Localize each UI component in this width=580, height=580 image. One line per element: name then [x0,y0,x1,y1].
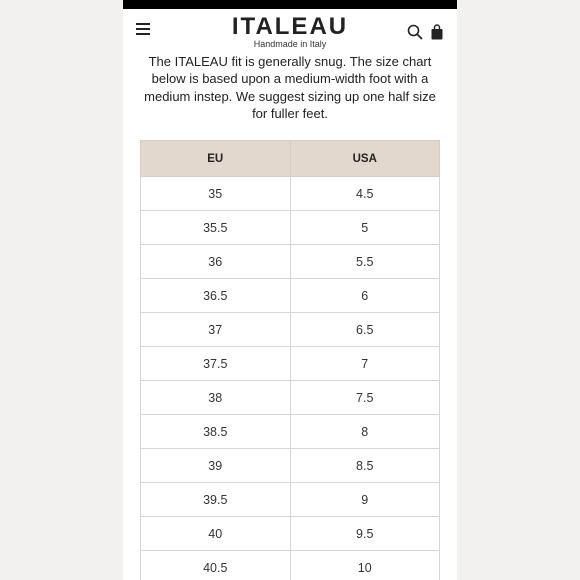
table-row [141,211,440,245]
table-row [141,483,440,517]
brand-name: ITALEAU [231,13,349,40]
eu-size-cell: 40.5 [141,551,291,580]
usa-size-cell: 5.5 [290,245,440,279]
eu-size-cell: 35 [141,177,291,211]
usa-size-cell: 7 [290,347,440,381]
size-chart-table [140,140,440,580]
eu-size-cell: 39 [141,449,291,483]
usa-size-cell: 8.5 [290,449,440,483]
table-row [141,313,440,347]
usa-size-cell: 8 [290,415,440,449]
usa-size-cell: 4.5 [290,177,440,211]
status-bar [123,0,457,9]
brand-tagline: Handmade in Italy [253,39,327,49]
phone-screen [123,0,457,580]
eu-size-cell: 35.5 [141,211,291,245]
usa-size-cell: 6 [290,279,440,313]
table-header-row [141,141,440,177]
table-row [141,381,440,415]
eu-size-cell: 37.5 [141,347,291,381]
usa-size-cell: 7.5 [290,381,440,415]
eu-size-cell: 38.5 [141,415,291,449]
table-row [141,517,440,551]
table-row [141,245,440,279]
usa-size-cell: 9.5 [290,517,440,551]
usa-size-cell: 6.5 [290,313,440,347]
table-row [141,449,440,483]
table-row [141,551,440,580]
eu-size-cell: 37 [141,313,291,347]
column-header-usa: USA [290,141,440,177]
table-row [141,177,440,211]
eu-size-cell: 40 [141,517,291,551]
site-header [123,9,457,55]
table-row [141,279,440,313]
search-icon[interactable] [407,24,423,40]
size-guide-intro: The ITALEAU fit is generally snug. The size chart below is based upon a medium-width foot with a medium instep. We suggest sizing up one half size for fuller feet. [144,54,436,121]
table-row [141,415,440,449]
eu-size-cell: 39.5 [141,483,291,517]
table-row [141,347,440,381]
eu-size-cell: 36 [141,245,291,279]
usa-size-cell: 9 [290,483,440,517]
shopping-bag-icon[interactable] [431,24,443,40]
usa-size-cell: 5 [290,211,440,245]
eu-size-cell: 38 [141,381,291,415]
usa-size-cell: 10 [290,551,440,580]
eu-size-cell: 36.5 [141,279,291,313]
column-header-eu: EU [141,141,291,177]
